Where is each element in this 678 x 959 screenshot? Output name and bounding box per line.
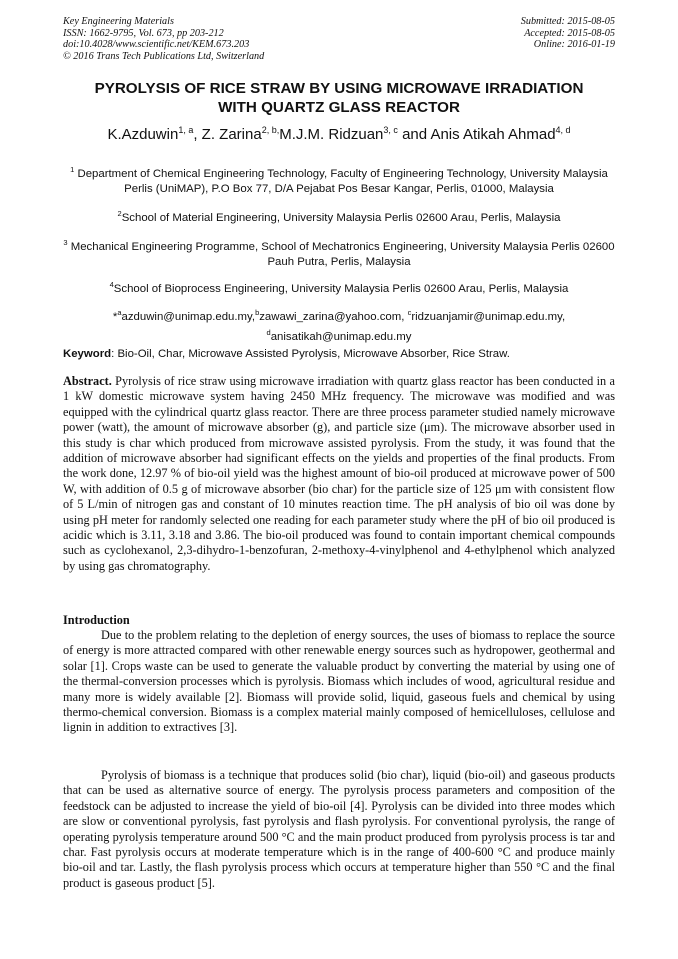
- affiliation-1-text: Department of Chemical Engineering Technology, Faculty of Engineering Technology, University Malaysia Perlis (UniMAP), P.O Box 77, D/A Pejabat Pos Besar Kangar, Perlis, 01000, Malaysia: [74, 168, 608, 195]
- title-line-1: PYROLYSIS OF RICE STRAW BY USING MICROWAVE IRRADIATION: [94, 80, 584, 97]
- affiliation-2-text: School of Material Engineering, University Malaysia Perlis 02600 Arau, Perlis, Malaysia: [121, 212, 561, 224]
- introduction-paragraph-2: Pyrolysis of biomass is a technique that produces solid (bio char), liquid (bio-oil) and gaseous products that can be used as alternative source of energy. The pyrolysis process parameters and composition of the feedstock can be adjusted to increase the yield of bio-oil [4]. Pyrolysis can be divided into three modes which are slow or conventional pyrolysis, fast pyrolysis and flash pyrolysis. For conventional pyrolysis, the range of operating pyrolysis temperature around 500 °C and the main product produced from pyrolysis process is tar and char. Fast pyrolysis occurs at moderate temperature which is in the range of 400-600 °C and produce mainly bio-oil and tar. Lastly, the flash pyrolysis process which occurs at temperature higher than 550 °C and the final product is gaseous product [5].: [63, 768, 615, 890]
- title-line-2: WITH QUARTZ GLASS REACTOR: [218, 98, 460, 116]
- author-2-affil: 2, b,: [261, 125, 280, 135]
- author-3-affil: 3, c: [383, 125, 398, 135]
- email-d[interactable]: anisatikah@unimap.edu.my: [270, 331, 412, 343]
- journal-name: Key Engineering Materials: [63, 16, 174, 27]
- journal-issn: ISSN: 1662-9795, Vol. 673, pp 203-212: [63, 27, 224, 39]
- author-emails: [63, 305, 615, 345]
- affiliation-1: [63, 162, 615, 197]
- email-a[interactable]: azduwin@unimap.edu.my,: [121, 311, 256, 323]
- email-c[interactable]: ridzuanjamir@unimap.edu.my,: [411, 311, 566, 323]
- affiliation-4-text: School of Bioprocess Engineering, University Malaysia Perlis 02600 Arau, Perlis, Malaysia: [113, 283, 569, 295]
- email-b-marker: b: [255, 308, 260, 317]
- email-line-1: [63, 305, 615, 325]
- author-1: K.Azduwin: [107, 126, 179, 143]
- email-a-marker: a: [117, 308, 122, 317]
- email-c-marker: c: [407, 308, 412, 317]
- author-list: [40, 121, 638, 144]
- journal-copyright: © 2016 Trans Tech Publications Ltd, Switzerland: [63, 50, 265, 62]
- author-1-affil: 1, a: [178, 125, 194, 135]
- submitted-date: Submitted: 2015-08-05: [520, 16, 615, 27]
- introduction-heading: Introduction: [63, 613, 130, 627]
- keyword-text: : Bio-Oil, Char, Microwave Assisted Pyrolysis, Microwave Absorber, Rice Straw.: [111, 348, 510, 360]
- affiliation-2: [63, 206, 615, 226]
- affiliation-4-marker: 4: [109, 280, 114, 289]
- author-2: , Z. Zarina: [193, 126, 262, 143]
- paper-title: [63, 80, 615, 117]
- email-d-marker: d: [266, 328, 271, 337]
- abstract-label: Abstract.: [63, 374, 112, 388]
- introduction-paragraph-1: Due to the problem relating to the depletion of energy sources, the uses of biomass to replace the source of energy is more attracted compared with other renewable energy sources such as hydropower, geothermal and solar [1]. Crops waste can be used to generate the valuable product by converting the material by using one of the thermal-conversion processes which is pyrolysis. Biomass which includes of wood, agricultural residue and many more is widely available [2]. Biomass will provide solid, liquid, gaseous fuels and chemical by using thermo-chemical conversion. Biomass is a complex material mainly composed of hemicelluloses, cellulose and lignin in addition to extractives [3].: [63, 628, 615, 735]
- online-date: Online: 2016-01-19: [533, 39, 615, 51]
- author-3: M.J.M. Ridzuan: [279, 126, 384, 143]
- affiliation-3: [63, 235, 615, 270]
- affiliation-3-marker: 3: [63, 238, 68, 247]
- accepted-date: Accepted: 2015-08-05: [524, 27, 615, 39]
- corresponding-star: *: [112, 311, 118, 323]
- submission-dates: [415, 16, 615, 51]
- email-line-2: [63, 325, 615, 345]
- abstract: [63, 374, 615, 574]
- keywords: [63, 347, 638, 362]
- abstract-text: Pyrolysis of rice straw using microwave irradiation with quartz glass reactor has been conducted in a 1 kW domestic microwave system having 2450 MHz frequency. The microwave was modified and was equipped with the cylindrical quartz glass reactor. There are three process parameter studied namely microwave power (watt), the amount of microwave absorber (g), and particle size (μm). The microwave absorber used in this study is char which produced from microwave assisted pyrolysis. From the study, it was found that the addition of microwave absorber had significant effects on the yields and properties of the final products. From the work done, 12.97 % of bio-oil yield was the highest amount of bio-oil produced at microwave power of 500 W, with addition of 0.5 g of microwave absorber (bio char) for the particle size of 125 μm with consistent flow of 5 L/min of nitrogen gas and constant of 10 minutes reaction time. The pH analysis of bio oil was done by using pH meter for randomly selected one reading for each parameter study where the pH of bio oil produced is acidic which is 3.11, 3.18 and 3.86. The bio-oil produced was found to contain important chemical compounds such as cyclohexanol, 2,3-dihydro-1-benzofuran, 2-methoxy-4-vinylphenol and 4-ethylphenol which analyzed by using gas chromatography.: [63, 374, 615, 573]
- affiliation-1-marker: 1: [70, 165, 75, 174]
- email-b[interactable]: zawawi_zarina@yahoo.com,: [259, 311, 408, 323]
- affiliation-3-text: Mechanical Engineering Programme, School of Mechatronics Engineering, University Malaysia Perlis 02600 Pauh Putra, Perlis, Malaysia: [67, 241, 615, 268]
- journal-info: [63, 16, 393, 62]
- affiliation-4: [63, 277, 615, 297]
- author-4-affil: 4, d: [555, 125, 571, 135]
- affiliation-2-marker: 2: [117, 209, 122, 218]
- author-4: and Anis Atikah Ahmad: [397, 126, 556, 143]
- journal-doi: doi:10.4028/www.scientific.net/KEM.673.203: [63, 39, 250, 51]
- keyword-label: Keyword: [63, 348, 112, 360]
